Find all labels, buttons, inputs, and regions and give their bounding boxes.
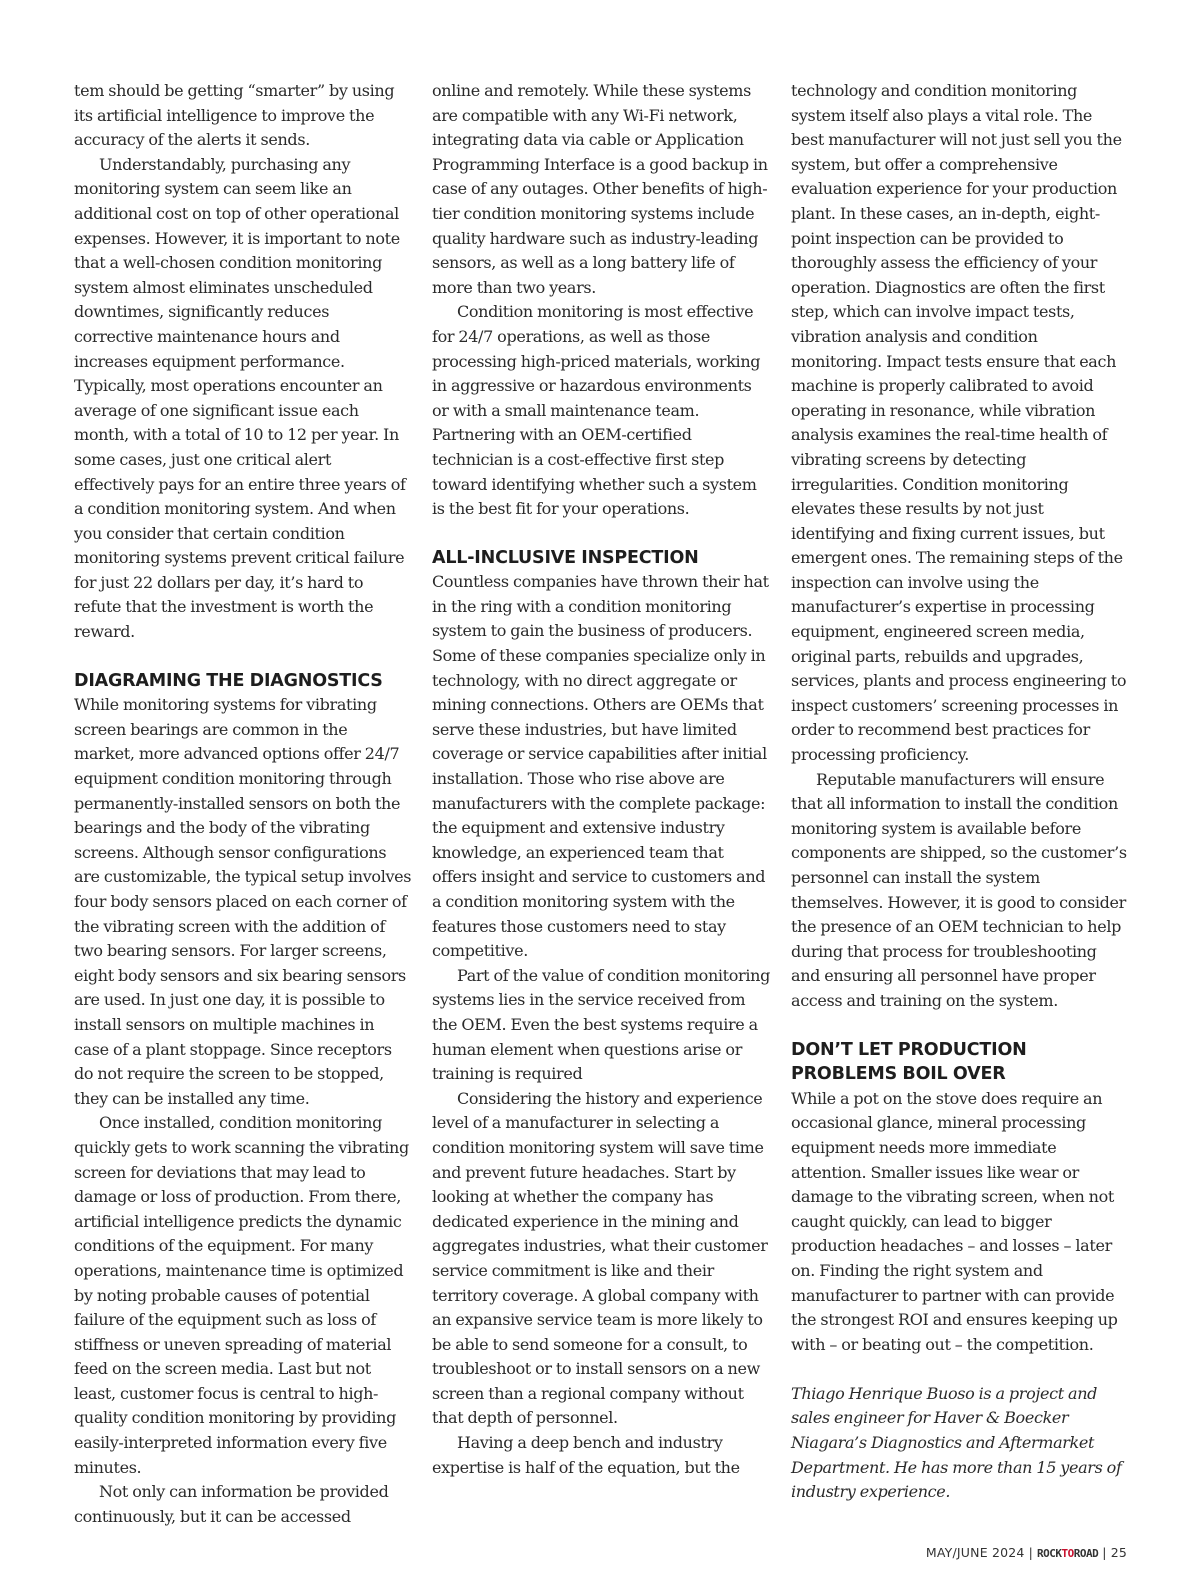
col1-paragraph-5: Not only can information be provided continuously, but it can be accessed <box>74 1482 389 1526</box>
footer-separator: | <box>1028 1545 1034 1560</box>
author-bio: Thiago Henrique Buoso is a project and sales engineer for Haver & Boecker Niagara’s Diagnostics and Aftermarket Department. He has more than 15 years of industry experience. <box>791 1383 1122 1502</box>
col3-paragraph-1: technology and condition monitoring system itself also plays a vital role. The best manufacturer will not just sell you the system, but offer a comprehensive evaluation experience for your production plant. In these cases, an in-depth, eight-point inspection can be provided to thoroughly assess the efficiency of your operation. Diagnostics are often the first step, which can involve impact tests, vibration analysis and condition monitoring. Impact tests ensure that each machine is properly calibrated to avoid operating in resonance, while vibration analysis examines the real-time health of vibrating screens by detecting irregularities. Condition monitoring elevates these results by not just identifying and fixing current issues, but emergent ones. The remaining steps of the inspection can involve using the manufacturer’s expertise in processing equipment, engineered screen media, original parts, rebuilds and upgrades, services, plants and process engineering to inspect customers’ screening processes in order to recommend best practices for processing proficiency. <box>791 81 1127 765</box>
col1-paragraph-2: Understandably, purchasing any monitoring system can seem like an additional cost on top of other operational expenses. However, it is important to note that a well-chosen condition monitoring system almost eliminates unscheduled downtimes, significantly reduces corrective maintenance hours and increases equipment performance. Typically, most operations encounter an average of one significant issue each month, with a total of 10 to 12 per year. In some cases, just one critical alert effectively pays for an entire three years of a condition monitoring system. And when you consider that certain condition monitoring systems prevent critical failure for just 22 dollars per day, it’s hard to refute that the investment is worth the reward. <box>74 154 406 642</box>
article-column-1 <box>74 79 412 1529</box>
footer-separator: | <box>1102 1545 1107 1560</box>
issue-date: MAY/JUNE 2024 <box>925 1545 1025 1560</box>
heading-diagraming-diagnostics: DIAGRAMING THE DIAGNOSTICS <box>74 670 383 691</box>
col2-paragraph-6: Having a deep bench and industry expertise is half of the equation, but the <box>432 1433 740 1477</box>
col2-paragraph-3: Countless companies have thrown their hat in the ring with a condition monitoring system to gain the business of producers. Some of these companies specialize only in technology, with no direct aggregate or mining connections. Others are OEMs that serve these industries, but have limited coverage or service capabilities after initial installation. Those who rise above are manufacturers with the complete package: the equipment and extensive industry knowledge, an experienced team that offers insight and service to customers and a condition monitoring system with the features those customers need to stay competitive. <box>432 572 769 961</box>
col2-paragraph-1: online and remotely. While these systems are compatible with any Wi-Fi network, integrating data via cable or Application Programming Interface is a good backup in case of any outages. Other benefits of high-tier condition monitoring systems include quality hardware such as industry-leading sensors, as well as a long battery life of more than two years. <box>432 81 768 297</box>
heading-dont-let-production-boil-over: DON’T LET PRODUCTION PROBLEMS BOIL OVER <box>791 1039 1027 1085</box>
logo-part-rock: ROCK <box>1037 1547 1062 1560</box>
logo-part-road: ROAD <box>1073 1547 1099 1560</box>
col1-paragraph-3: While monitoring systems for vibrating screen bearings are common in the market, more advanced options offer 24/7 equipment condition monitoring through permanently-installed sensors on both the bearings and the body of the vibrating screens. Although sensor configurations are customizable, the typical setup involves four body sensors placed on each corner of the vibrating screen with the addition of two bearing sensors. For larger screens, eight body sensors and six bearing sensors are used. In just one day, it is possible to install sensors on multiple machines in case of a plant stoppage. Since receptors do not require the screen to be stopped, they can be installed any time. <box>74 695 412 1108</box>
article-column-2 <box>432 79 770 1480</box>
col2-paragraph-2: Condition monitoring is most effective for 24/7 operations, as well as those processing high-priced materials, working in aggressive or hazardous environments or with a small maintenance team. Partnering with an OEM-certified technician is a cost-effective first step toward identifying whether such a system is the best fit for your operations. <box>432 302 761 519</box>
article-column-3 <box>791 79 1127 1505</box>
magazine-logo <box>1037 1547 1098 1560</box>
logo-part-to: TO <box>1061 1547 1074 1560</box>
col3-paragraph-2: Reputable manufacturers will ensure that all information to install the condition monitoring system is available before components are shipped, so the customer’s personnel can install the system themselves. However, it is good to consider the presence of an OEM technician to help during that process for troubleshooting and ensuring all personnel have proper access and training on the system. <box>791 769 1127 1010</box>
col1-paragraph-4: Once installed, condition monitoring quickly gets to work scanning the vibrating screen for deviations that may lead to damage or loss of production. From there, artificial intelligence predicts the dynamic conditions of the equipment. For many operations, maintenance time is optimized by noting probable causes of potential failure of the equipment such as loss of stiffness or uneven spreading of material feed on the screen media. Last but not least, customer focus is central to high-quality condition monitoring by providing easily-interpreted information every five minutes. <box>74 1113 409 1477</box>
col2-paragraph-5: Considering the history and experience level of a manufacturer in selecting a condition monitoring system will save time and prevent future headaches. Start by looking at whether the company has dedicated experience in the mining and aggregates industries, what their customer service commitment is like and their territory coverage. A global company with an expansive service team is more likely to be able to send someone for a consult, to troubleshoot or to install sensors on a new screen than a regional company without that depth of personnel. <box>432 1088 768 1428</box>
col3-paragraph-3: While a pot on the stove does require an occasional glance, mineral processing equipment needs more immediate attention. Smaller issues like wear or damage to the vibrating screen, when not caught quickly, can lead to bigger production headaches – and losses – later on. Finding the right system and manufacturer to partner with can provide the strongest ROI and ensures keeping up with – or beating out – the competition. <box>791 1088 1118 1354</box>
col1-paragraph-1: tem should be getting “smarter” by using its artificial intelligence to improve the accuracy of the alerts it sends. <box>74 81 395 150</box>
col2-paragraph-4: Part of the value of condition monitoring systems lies in the service received from the OEM. Even the best systems require a human element when questions arise or training is required <box>432 965 770 1084</box>
heading-all-inclusive-inspection: ALL-INCLUSIVE INSPECTION <box>432 547 699 568</box>
page-number: 25 <box>1110 1545 1127 1560</box>
page-footer <box>926 1545 1127 1560</box>
